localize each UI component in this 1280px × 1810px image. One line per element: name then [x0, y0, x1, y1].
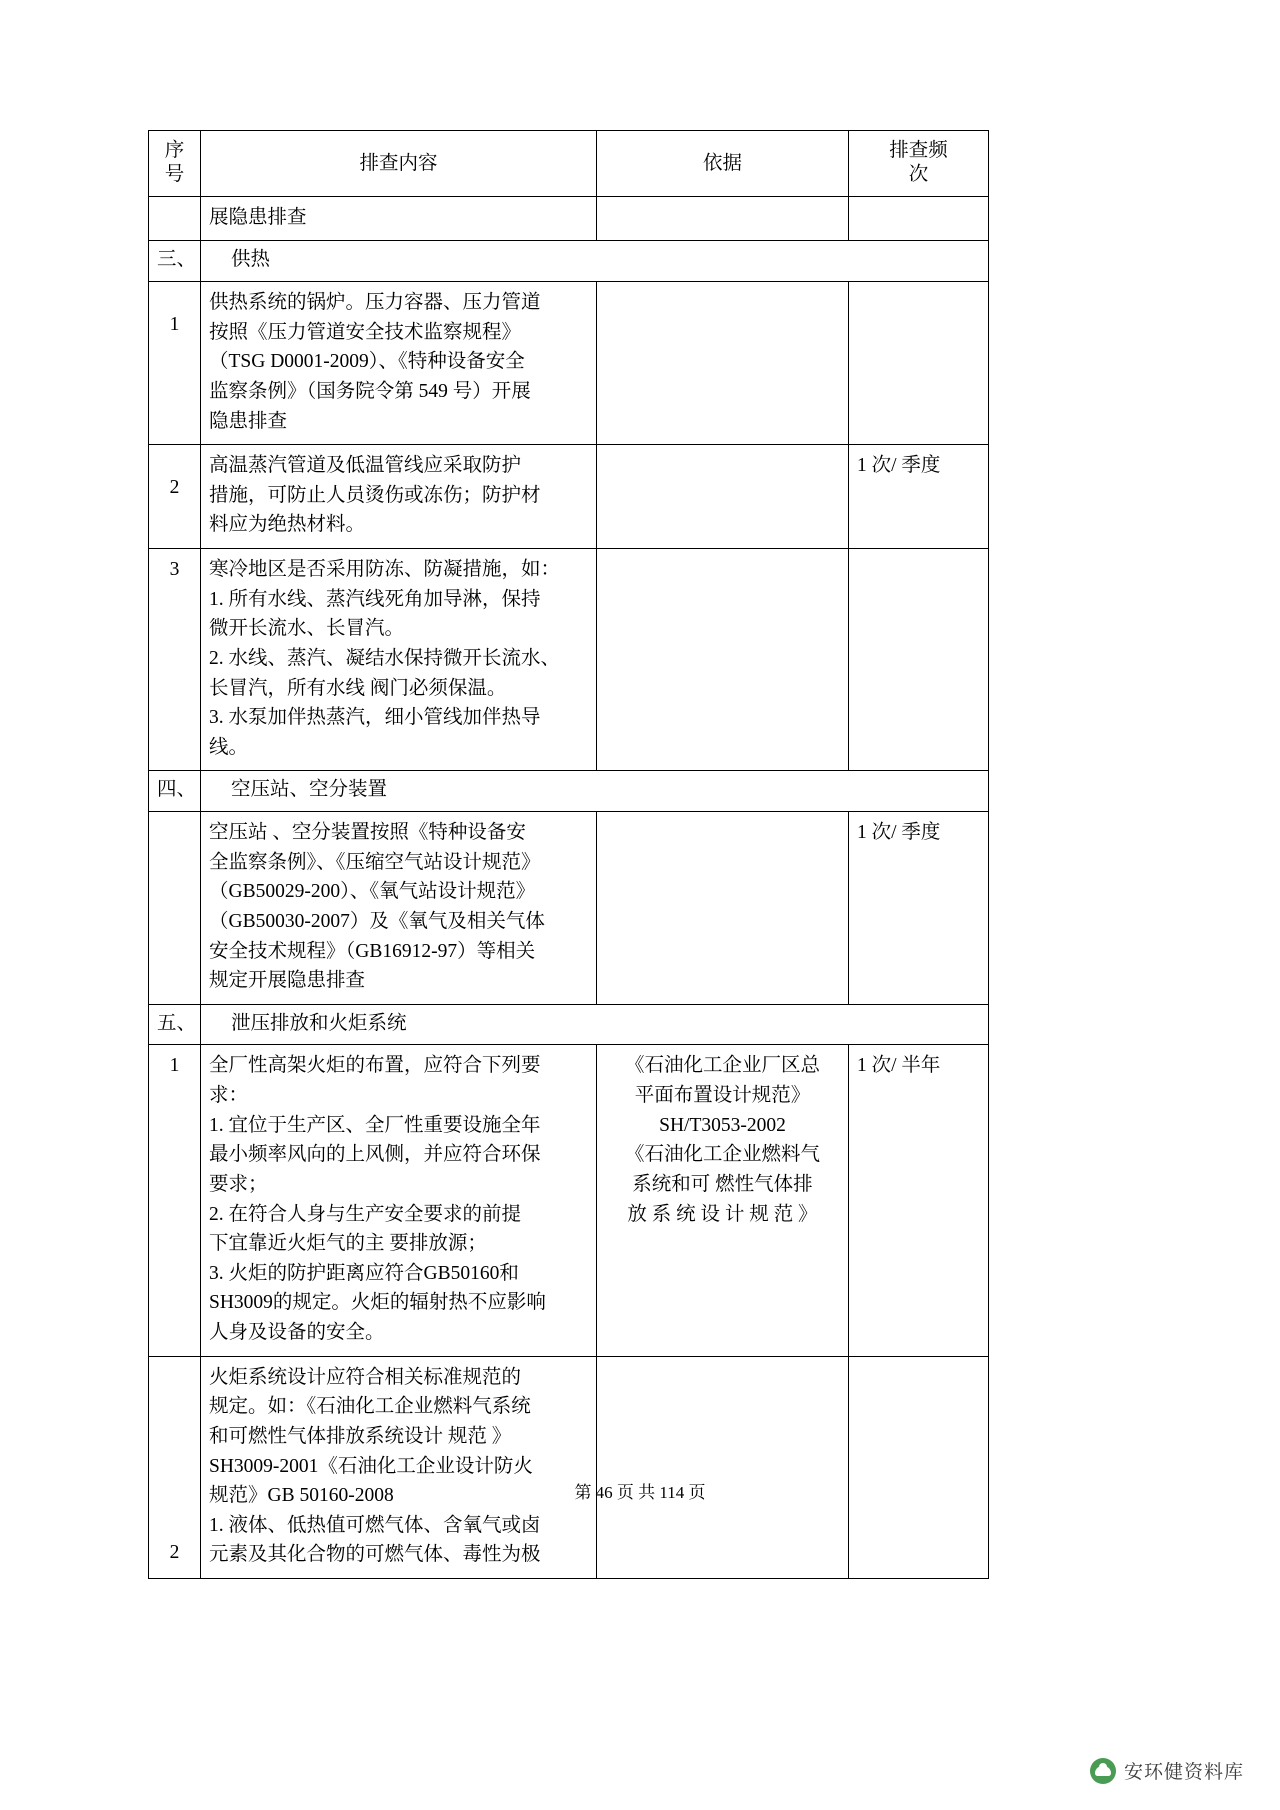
content-line: 要求； [209, 1173, 268, 1195]
watermark [1090, 1757, 1244, 1784]
row-no: 2 [149, 1356, 201, 1578]
header-cell-no [149, 131, 201, 197]
row-basis [597, 1356, 849, 1578]
row-freq [849, 282, 989, 445]
table-section-row [149, 241, 989, 282]
row-no: 3 [149, 549, 201, 771]
content-line: 1. 所有水线、蒸汽线死角加导淋，保持 [209, 588, 541, 610]
content-line: 全厂性高架火炬的布置，应符合下列要 [209, 1055, 541, 1077]
row-content [201, 812, 597, 1005]
content-line: 1. 液体、低热值可燃气体、含氧气或卤 [209, 1514, 541, 1536]
basis-line: 《石油化工企业厂区总 [624, 1055, 820, 1077]
header-cell-basis: 依据 [597, 131, 849, 197]
row-freq [849, 445, 989, 549]
basis-line: 系统和可 燃性气体排 [632, 1173, 813, 1195]
inspection-table [148, 130, 989, 1579]
content-line: 按照《压力管道安全技术监察规程》 [209, 321, 522, 343]
content-line: 规范》GB 50160-2008 [209, 1485, 394, 1507]
header-no-line2: 号 [164, 164, 185, 186]
freq-line: 季度 [901, 455, 941, 477]
freq-line: 1 次/ [857, 1055, 897, 1077]
header-no-line1: 序 [164, 140, 185, 161]
row-no: 1 [149, 282, 201, 445]
content-line: （TSG D0001-2009）、《特种设备安全 [209, 351, 525, 373]
row-content [201, 445, 597, 549]
row-content [201, 196, 597, 241]
table-row [149, 445, 989, 549]
table-row [149, 1356, 989, 1578]
watermark-label: 安环健资料库 [1123, 1762, 1244, 1783]
content-line: 2. 在符合人身与生产安全要求的前提 [209, 1203, 522, 1225]
wechat-logo-icon [1090, 1758, 1116, 1784]
row-no [149, 196, 201, 241]
section-no: 三、 [149, 241, 201, 282]
freq-line: 半年 [901, 1055, 941, 1077]
basis-line: 平面布置设计规范》 [634, 1085, 811, 1106]
row-freq [849, 812, 989, 1005]
section-no: 五、 [149, 1004, 201, 1045]
content-line: 人身及设备的安全。 [209, 1322, 385, 1343]
content-line: 微开长流水、长冒汽。 [209, 618, 405, 640]
page-footer: 第 46 页 共 114 页 [574, 1483, 706, 1502]
row-freq [849, 196, 989, 241]
row-no [149, 812, 201, 1005]
content-line: 1. 宜位于生产区、全厂性重要设施全年 [209, 1114, 541, 1136]
content-line: 安全技术规程》（GB16912-97）等相关 [209, 940, 536, 962]
content-line: 展隐患排查 [209, 206, 307, 228]
basis-line: SH/T3053-2002 [659, 1114, 786, 1136]
content-line: 和可燃性气体排放系统设计 规范 》 [209, 1425, 512, 1447]
content-line: 2. 水线、蒸汽、凝结水保持微开长流水、 [209, 647, 561, 669]
table-section-row [149, 1004, 989, 1045]
row-freq [849, 1045, 989, 1356]
row-freq [849, 1356, 989, 1578]
row-basis [597, 445, 849, 549]
content-line: 下宜靠近火炬气的主 要排放源； [209, 1233, 487, 1255]
table-row [149, 196, 989, 241]
row-freq [849, 549, 989, 771]
table-header-row [149, 131, 989, 197]
content-line: 料应为绝热材料。 [209, 514, 366, 536]
header-freq-line1: 排查频 [889, 140, 948, 161]
section-no: 四、 [149, 771, 201, 812]
section-title: 供热 [201, 241, 989, 282]
content-line: 供热系统的锅炉。压力容器、压力管道 [209, 292, 541, 313]
content-line: 长冒汽，所有水线 阀门必须保温。 [209, 677, 507, 699]
content-line: 寒冷地区是否采用防冻、防凝措施，如： [209, 559, 561, 580]
table-row [149, 1045, 989, 1356]
content-line: 措施，可防止人员烫伤或冻伤；防护材 [209, 484, 541, 506]
content-line: SH3009的规定。火炬的辐射热不应影响 [209, 1292, 546, 1314]
row-no: 1 [149, 1045, 201, 1356]
row-content [201, 549, 597, 771]
freq-line: 1 次/ [857, 822, 897, 843]
row-content [201, 1045, 597, 1356]
table-section-row [149, 771, 989, 812]
header-freq-line2: 次 [908, 164, 929, 186]
table-row [149, 282, 989, 445]
content-line: 高温蒸汽管道及低温管线应采取防护 [209, 455, 522, 477]
content-line: 火炬系统设计应符合相关标准规范的 [209, 1366, 522, 1388]
row-basis [597, 282, 849, 445]
content-line: （GB50029-200）、《氧气站设计规范》 [209, 881, 536, 903]
content-line: 全监察条例》、《压缩空气站设计规范》 [209, 851, 541, 873]
content-line: 规定开展隐患排查 [209, 970, 366, 992]
content-line: 求： [209, 1085, 249, 1106]
row-basis [597, 812, 849, 1005]
content-line: 规定。如：《石油化工企业燃料气系统 [209, 1396, 531, 1418]
table-row [149, 549, 989, 771]
row-basis [597, 549, 849, 771]
content-line: 最小频率风向的上风侧，并应符合环保 [209, 1144, 541, 1166]
content-line: SH3009-2001《石油化工企业设计防火 [209, 1455, 533, 1477]
content-line: 线。 [209, 736, 249, 758]
row-basis [597, 1045, 849, 1356]
header-cell-freq [849, 131, 989, 197]
table-row [149, 812, 989, 1005]
basis-line: 放 系 统 设 计 规 范 》 [627, 1203, 818, 1225]
freq-line: 1 次/ [857, 455, 897, 477]
freq-line: 季度 [901, 822, 941, 843]
content-line: 3. 水泵加伴热蒸汽，细小管线加伴热导 [209, 707, 541, 729]
content-line: 隐患排查 [209, 410, 288, 432]
section-title: 空压站、空分装置 [201, 771, 989, 812]
content-line: 元素及其化合物的可燃气体、毒性为极 [209, 1544, 541, 1566]
section-title: 泄压排放和火炬系统 [201, 1004, 989, 1045]
content-line: 3. 火炬的防护距离应符合GB50160和 [209, 1262, 519, 1284]
row-content [201, 282, 597, 445]
row-content [201, 1356, 597, 1578]
content-line: 空压站 、空分装置按照《特种设备安 [209, 822, 526, 843]
row-basis [597, 196, 849, 241]
content-line: 监察条例》（国务院令第 549 号）开展 [209, 380, 531, 402]
content-line: （GB50030-2007）及《氧气及相关气体 [209, 910, 545, 932]
row-no: 2 [149, 445, 201, 549]
basis-line: 《石油化工企业燃料气 [624, 1144, 820, 1166]
header-cell-content: 排查内容 [201, 131, 597, 197]
